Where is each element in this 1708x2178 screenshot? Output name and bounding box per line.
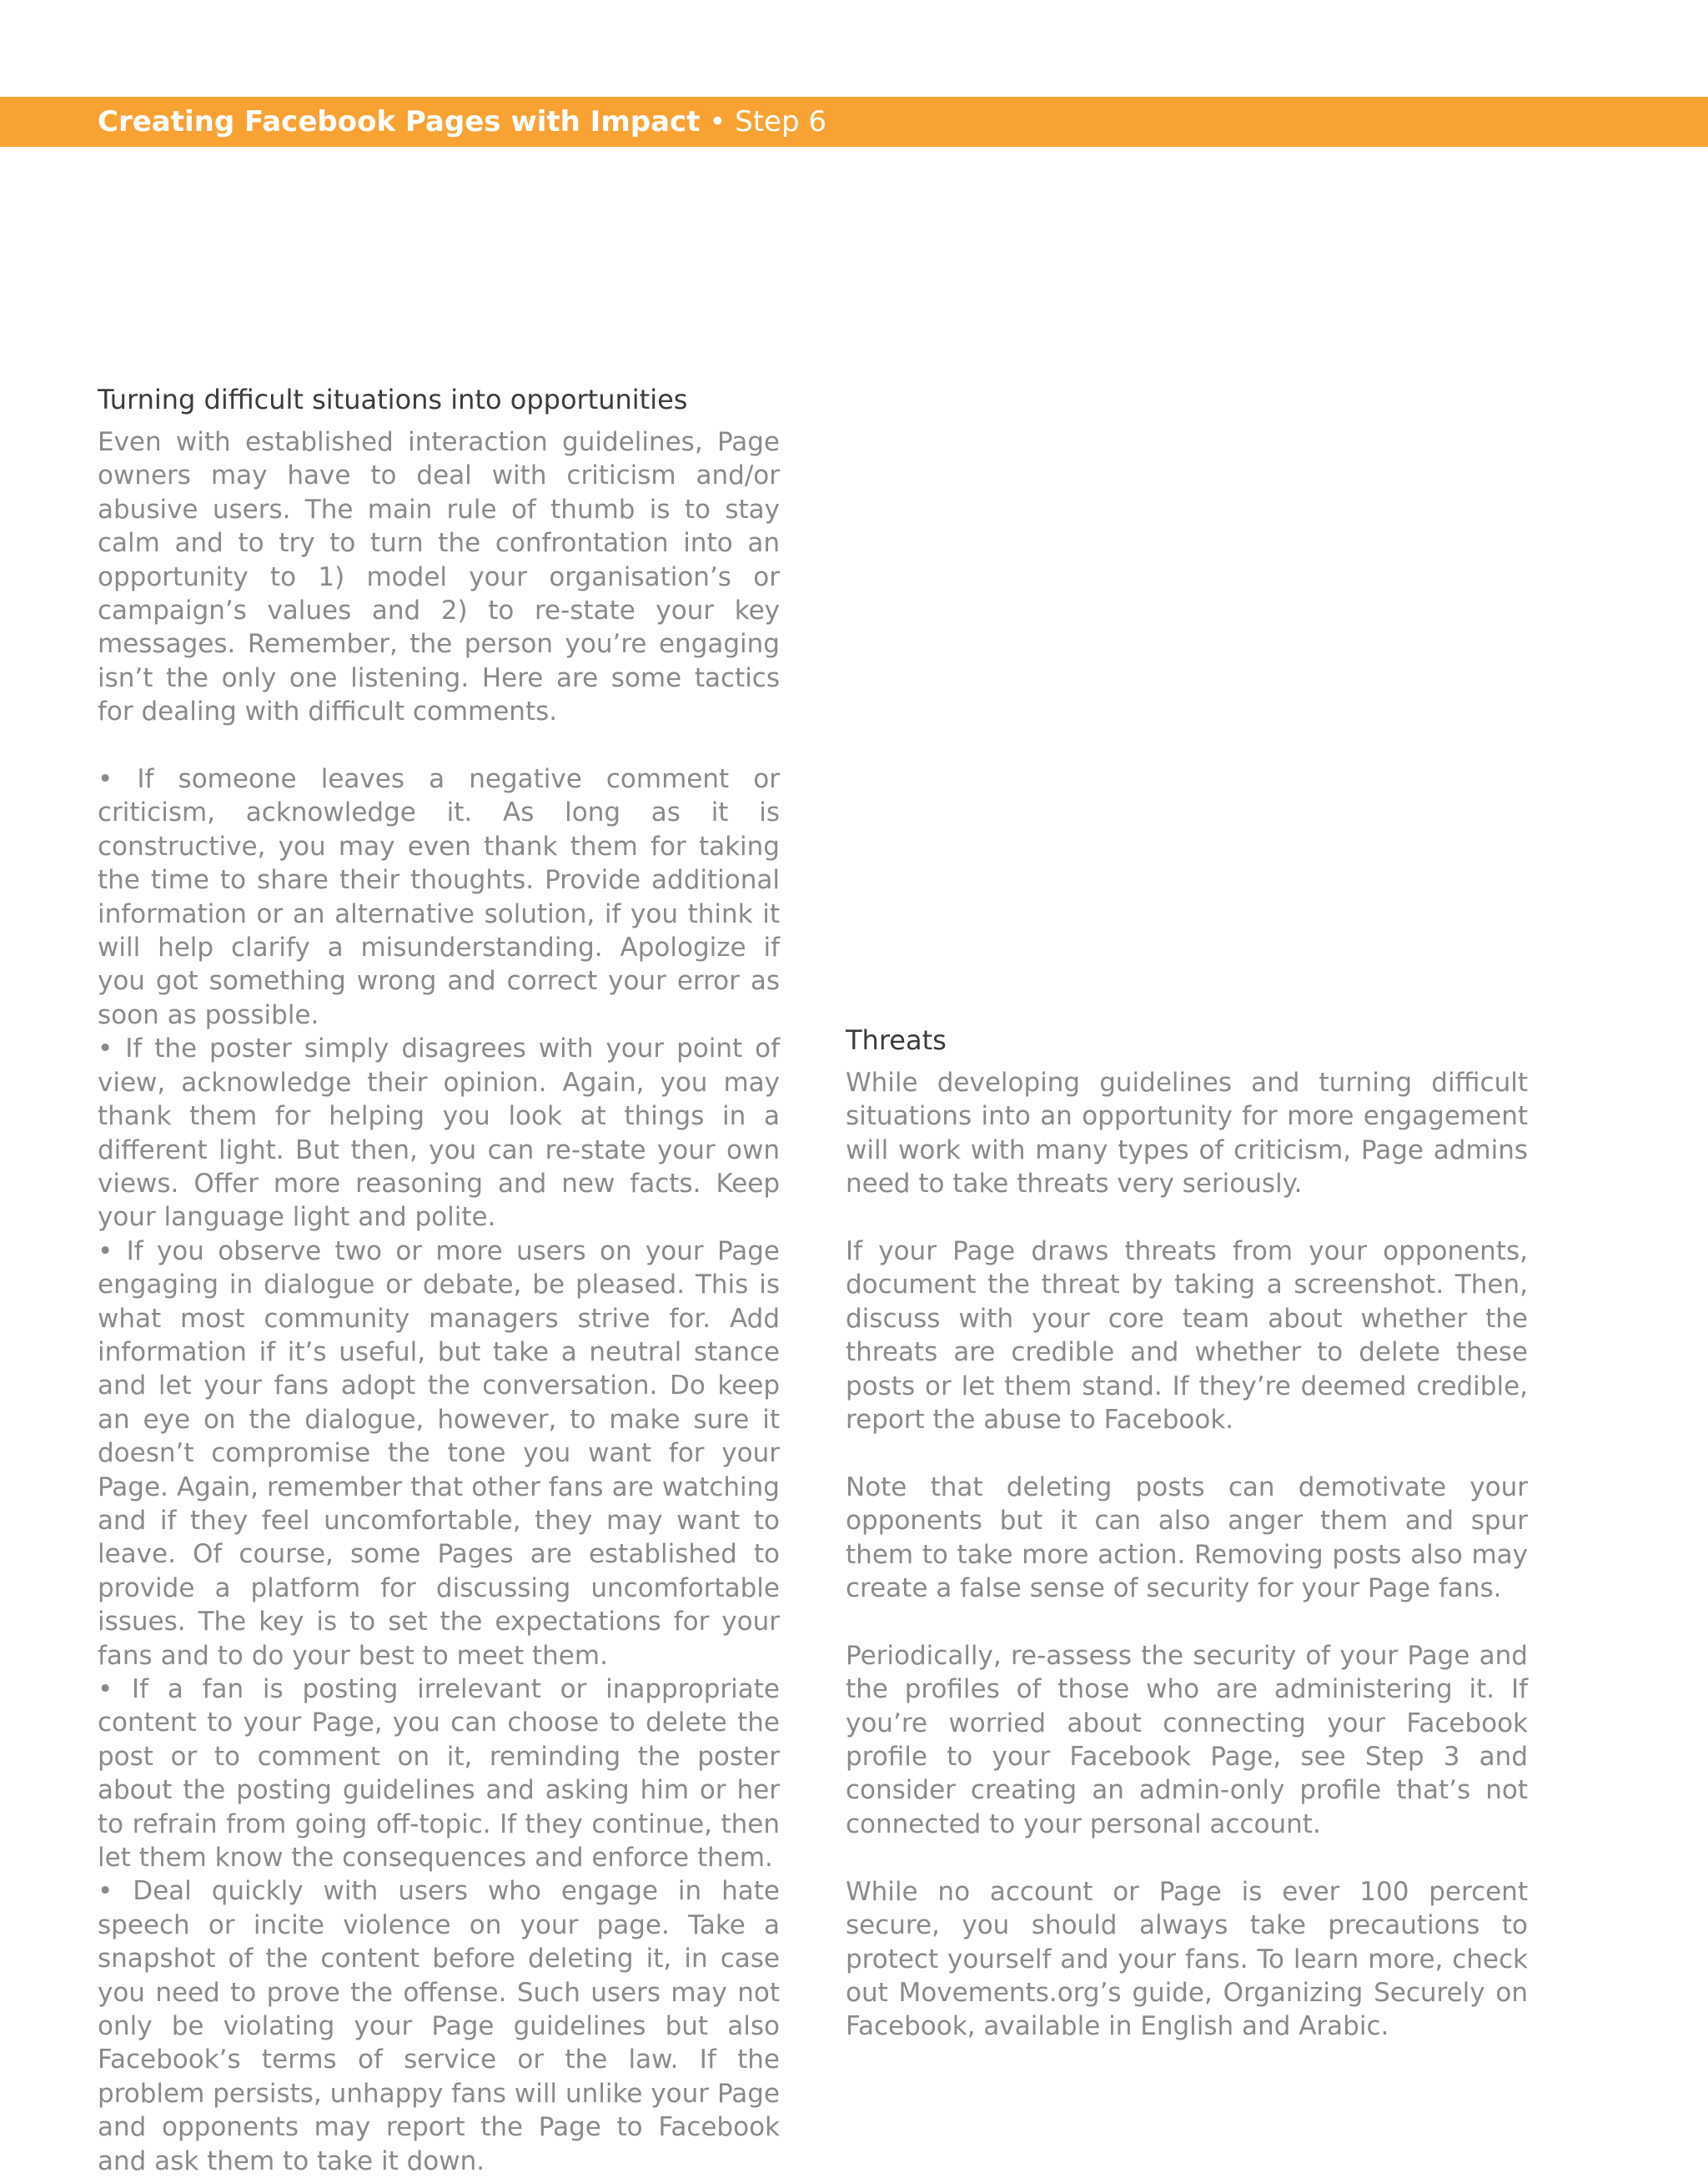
bullet-item: • If the poster simply disagrees with your point of view, acknowledge their opinion. Again, you may thank them for helping you look at things in a different light. But then, you can re-state your own views. Offer more reasoning and new facts. Keep your language light and polite.: [98, 1034, 780, 1233]
threats-paragraph: While developing guidelines and turning difficult situations into an opportunity for more engagement will work with many types of criticism, Page admins need to take threats very seriously.: [846, 1068, 1528, 1200]
left-column: [98, 382, 780, 2178]
intro-paragraph: Even with established interaction guidelines, Page owners may have to deal with criticism and/or abusive users. The main rule of thumb is to stay calm and to try to turn the confrontation into an opportunity to 1) model your organisation’s or campaign’s values and 2) to re-state your key messages. Remember, the person you’re engaging isn’t the only one listening. Here are some tactics for dealing with difficult comments.: [98, 427, 780, 727]
right-column: [846, 1023, 1528, 2044]
bullet-item: • Deal quickly with users who engage in hate speech or incite violence on your page. Take a snapshot of the content before deleting it, in case you need to prove the offense. Such users may not only be violating your Page guidelines but also Facebook’s terms of service or the law. If the problem persists, unhappy fans will unlike your Page and opponents may report the Page to Facebook and ask them to take it down.: [98, 1876, 780, 2176]
bullet-item: • If you observe two or more users on your Page engaging in dialogue or debate, be pleased. This is what most community managers strive for. Add information if it’s useful, but take a neutral stance and let your fans adopt the conversation. Do keep an eye on the dialogue, however, to make sure it doesn’t compromise the tone you want for your Page. Again, remember that other fans are watching and if they feel uncomfortable, they may want to leave. Of course, some Pages are established to provide a platform for discussing uncomfortable issues. The key is to set the expectations for your fans and to do your best to meet them.: [98, 1235, 780, 1671]
header-text: [98, 97, 826, 147]
header-bar: [0, 97, 1708, 147]
threats-paragraph: Note that deleting posts can demotivate your opponents but it can also anger them and spur them to take more action. Removing posts also may create a false sense of security for your Page fans.: [846, 1471, 1528, 1604]
section-heading-threats: Threats: [846, 1024, 947, 1056]
threats-paragraph: If your Page draws threats from your opponents, document the threat by taking a screenshot. Then, discuss with your core team about whether the threats are credible and whether to delete these posts or let them stand. If they’re deemed credible, report the abuse to Facebook.: [846, 1236, 1528, 1436]
document-title: Creating Facebook Pages with Impact: [98, 105, 701, 138]
bullet-item: • If someone leaves a negative comment or criticism, acknowledge it. As long as it is constructive, you may even thank them for taking the time to share their thoughts. Provide additional information or an alternative solution, if you think it will help clarify a misunderstanding. Apologize if you got something wrong and correct your error as soon as possible.: [98, 764, 780, 1030]
bullet-item: • If a fan is posting irrelevant or inappropriate content to your Page, you can choose to delete the post or to comment on it, reminding the poster about the posting guidelines and asking him or her to refrain from going off-topic. If they continue, then let them know the consequences and enforce them.: [98, 1674, 780, 1874]
threats-paragraph: While no account or Page is ever 100 percent secure, you should always take precautions to protect yourself and your fans. To learn more, check out Movements.org’s guide, Organizing Securely on Facebook, available in English and Arabic.: [846, 1876, 1528, 2042]
step-label: Step 6: [735, 105, 826, 138]
header-separator: •: [700, 105, 736, 138]
section-heading-difficult-situations: Turning difficult situations into opportunities: [98, 384, 688, 415]
threats-paragraph: Periodically, re-assess the security of your Page and the profiles of those who are administering it. If you’re worried about connecting your Facebook profile to your Facebook Page, see Step 3 and consider creating an admin-only profile that’s not connected to your personal account.: [846, 1640, 1528, 1839]
